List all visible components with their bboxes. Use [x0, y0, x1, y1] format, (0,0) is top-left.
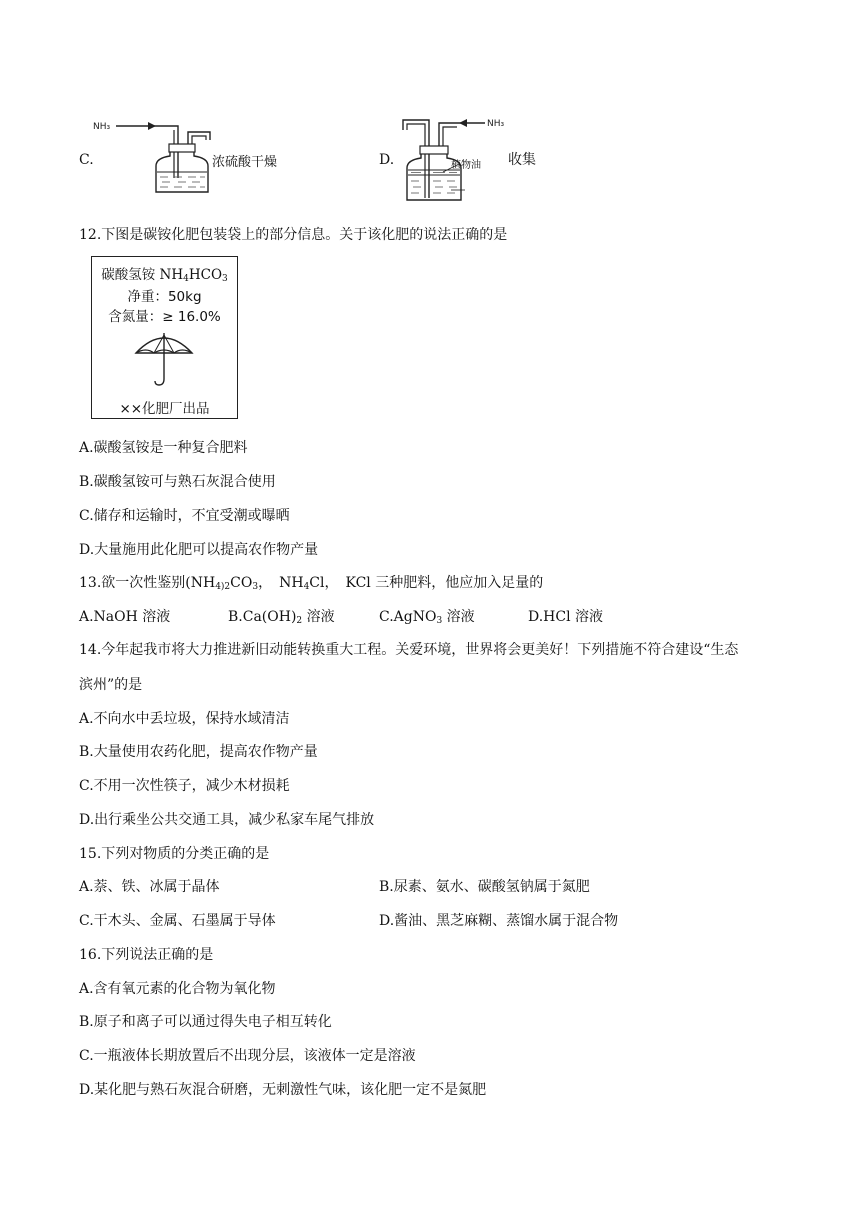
q16-option-a: A.含有氧元素的化合物为氧化物 — [79, 981, 276, 997]
plant-oil-label: 植物油 — [451, 160, 481, 171]
question-16-stem: 16.下列说法正确的是 — [79, 947, 214, 963]
option-c-label: C. — [79, 152, 94, 168]
q15-option-b: B.尿素、氨水、碳酸氢钠属于氮肥 — [379, 879, 590, 895]
bag-nitrogen-content: 含氮量：≥ 16.0% — [108, 309, 221, 325]
q15-option-d: D.酱油、黑芝麻糊、蒸馏水属于混合物 — [379, 913, 619, 929]
gas-label-nh3: NH₃ — [93, 122, 111, 132]
question-14-stem-line1: 14.今年起我市将大力推进新旧动能转换重大工程。关爱环境，世界将会更美好！下列措施不符合建设“生态 — [79, 642, 739, 658]
bag-product-name: 碳酸氢铵 — [101, 267, 156, 283]
q14-option-d: D.出行乘坐公共交通工具，减少私家车尾气排放 — [79, 812, 375, 828]
drying-agent-label: 浓硫酸干燥 — [212, 155, 278, 170]
question-13-stem: 13.欲一次性鉴别($NH_{4)2}CO_3$， $NH_4Cl$， KCl 三种肥料，他应加入足量的 — [79, 575, 544, 592]
q13-option-b: $B.Ca(OH)_2$ 溶液 — [228, 609, 335, 626]
q12-option-c: C.储存和运输时，不宜受潮或曝晒 — [79, 508, 290, 524]
q15-option-a: A.萘、铁、冰属于晶体 — [79, 879, 220, 895]
bag-product-line — [92, 263, 237, 283]
q14-option-b: B.大量使用农药化肥，提高农作物产量 — [79, 744, 318, 760]
q14-option-c: C.不用一次性筷子，减少木材损耗 — [79, 778, 290, 794]
bag-formula: $NH_4HCO_3$ — [159, 267, 228, 284]
question-12-stem: 12.下图是碳铵化肥包装袋上的部分信息。关于该化肥的说法正确的是 — [79, 227, 508, 243]
q16-option-c: C.一瓶液体长期放置后不出现分层，该液体一定是溶液 — [79, 1048, 416, 1064]
q12-option-d: D.大量施用此化肥可以提高农作物产量 — [79, 542, 319, 558]
option-d-caption: 收集 — [508, 152, 536, 168]
q13-option-d: D.HCl 溶液 — [528, 609, 604, 625]
umbrella-icon — [132, 329, 196, 389]
q13-option-a: A.NaOH 溶液 — [79, 609, 171, 625]
fertilizer-bag-label — [91, 256, 238, 419]
drying-bottle-diagram — [90, 110, 300, 198]
bag-net-weight: 净重：50kg — [127, 289, 202, 305]
q16-option-b: B.原子和离子可以通过得失电子相互转化 — [79, 1014, 332, 1030]
question-14-stem-line2: 滨州”的是 — [79, 677, 143, 693]
gas-label-nh3-d: NH₃ — [487, 119, 505, 129]
q12-option-a: A.碳酸氢铵是一种复合肥料 — [79, 440, 248, 456]
q15-option-c: C.干木头、金属、石墨属于导体 — [79, 913, 276, 929]
option-d-label: D. — [379, 152, 395, 168]
q12-option-b: B.碳酸氢铵可与熟石灰混合使用 — [79, 474, 276, 490]
q13-option-c: C.AgNO$_3$ 溶液 — [379, 609, 475, 626]
q14-option-a: A.不向水中丢垃圾，保持水域清洁 — [79, 711, 290, 727]
bag-manufacturer: ××化肥厂出品 — [119, 401, 210, 417]
q16-option-d: D.某化肥与熟石灰混合研磨，无刺激性气味，该化肥一定不是氮肥 — [79, 1082, 487, 1098]
question-15-stem: 15.下列对物质的分类正确的是 — [79, 846, 270, 862]
